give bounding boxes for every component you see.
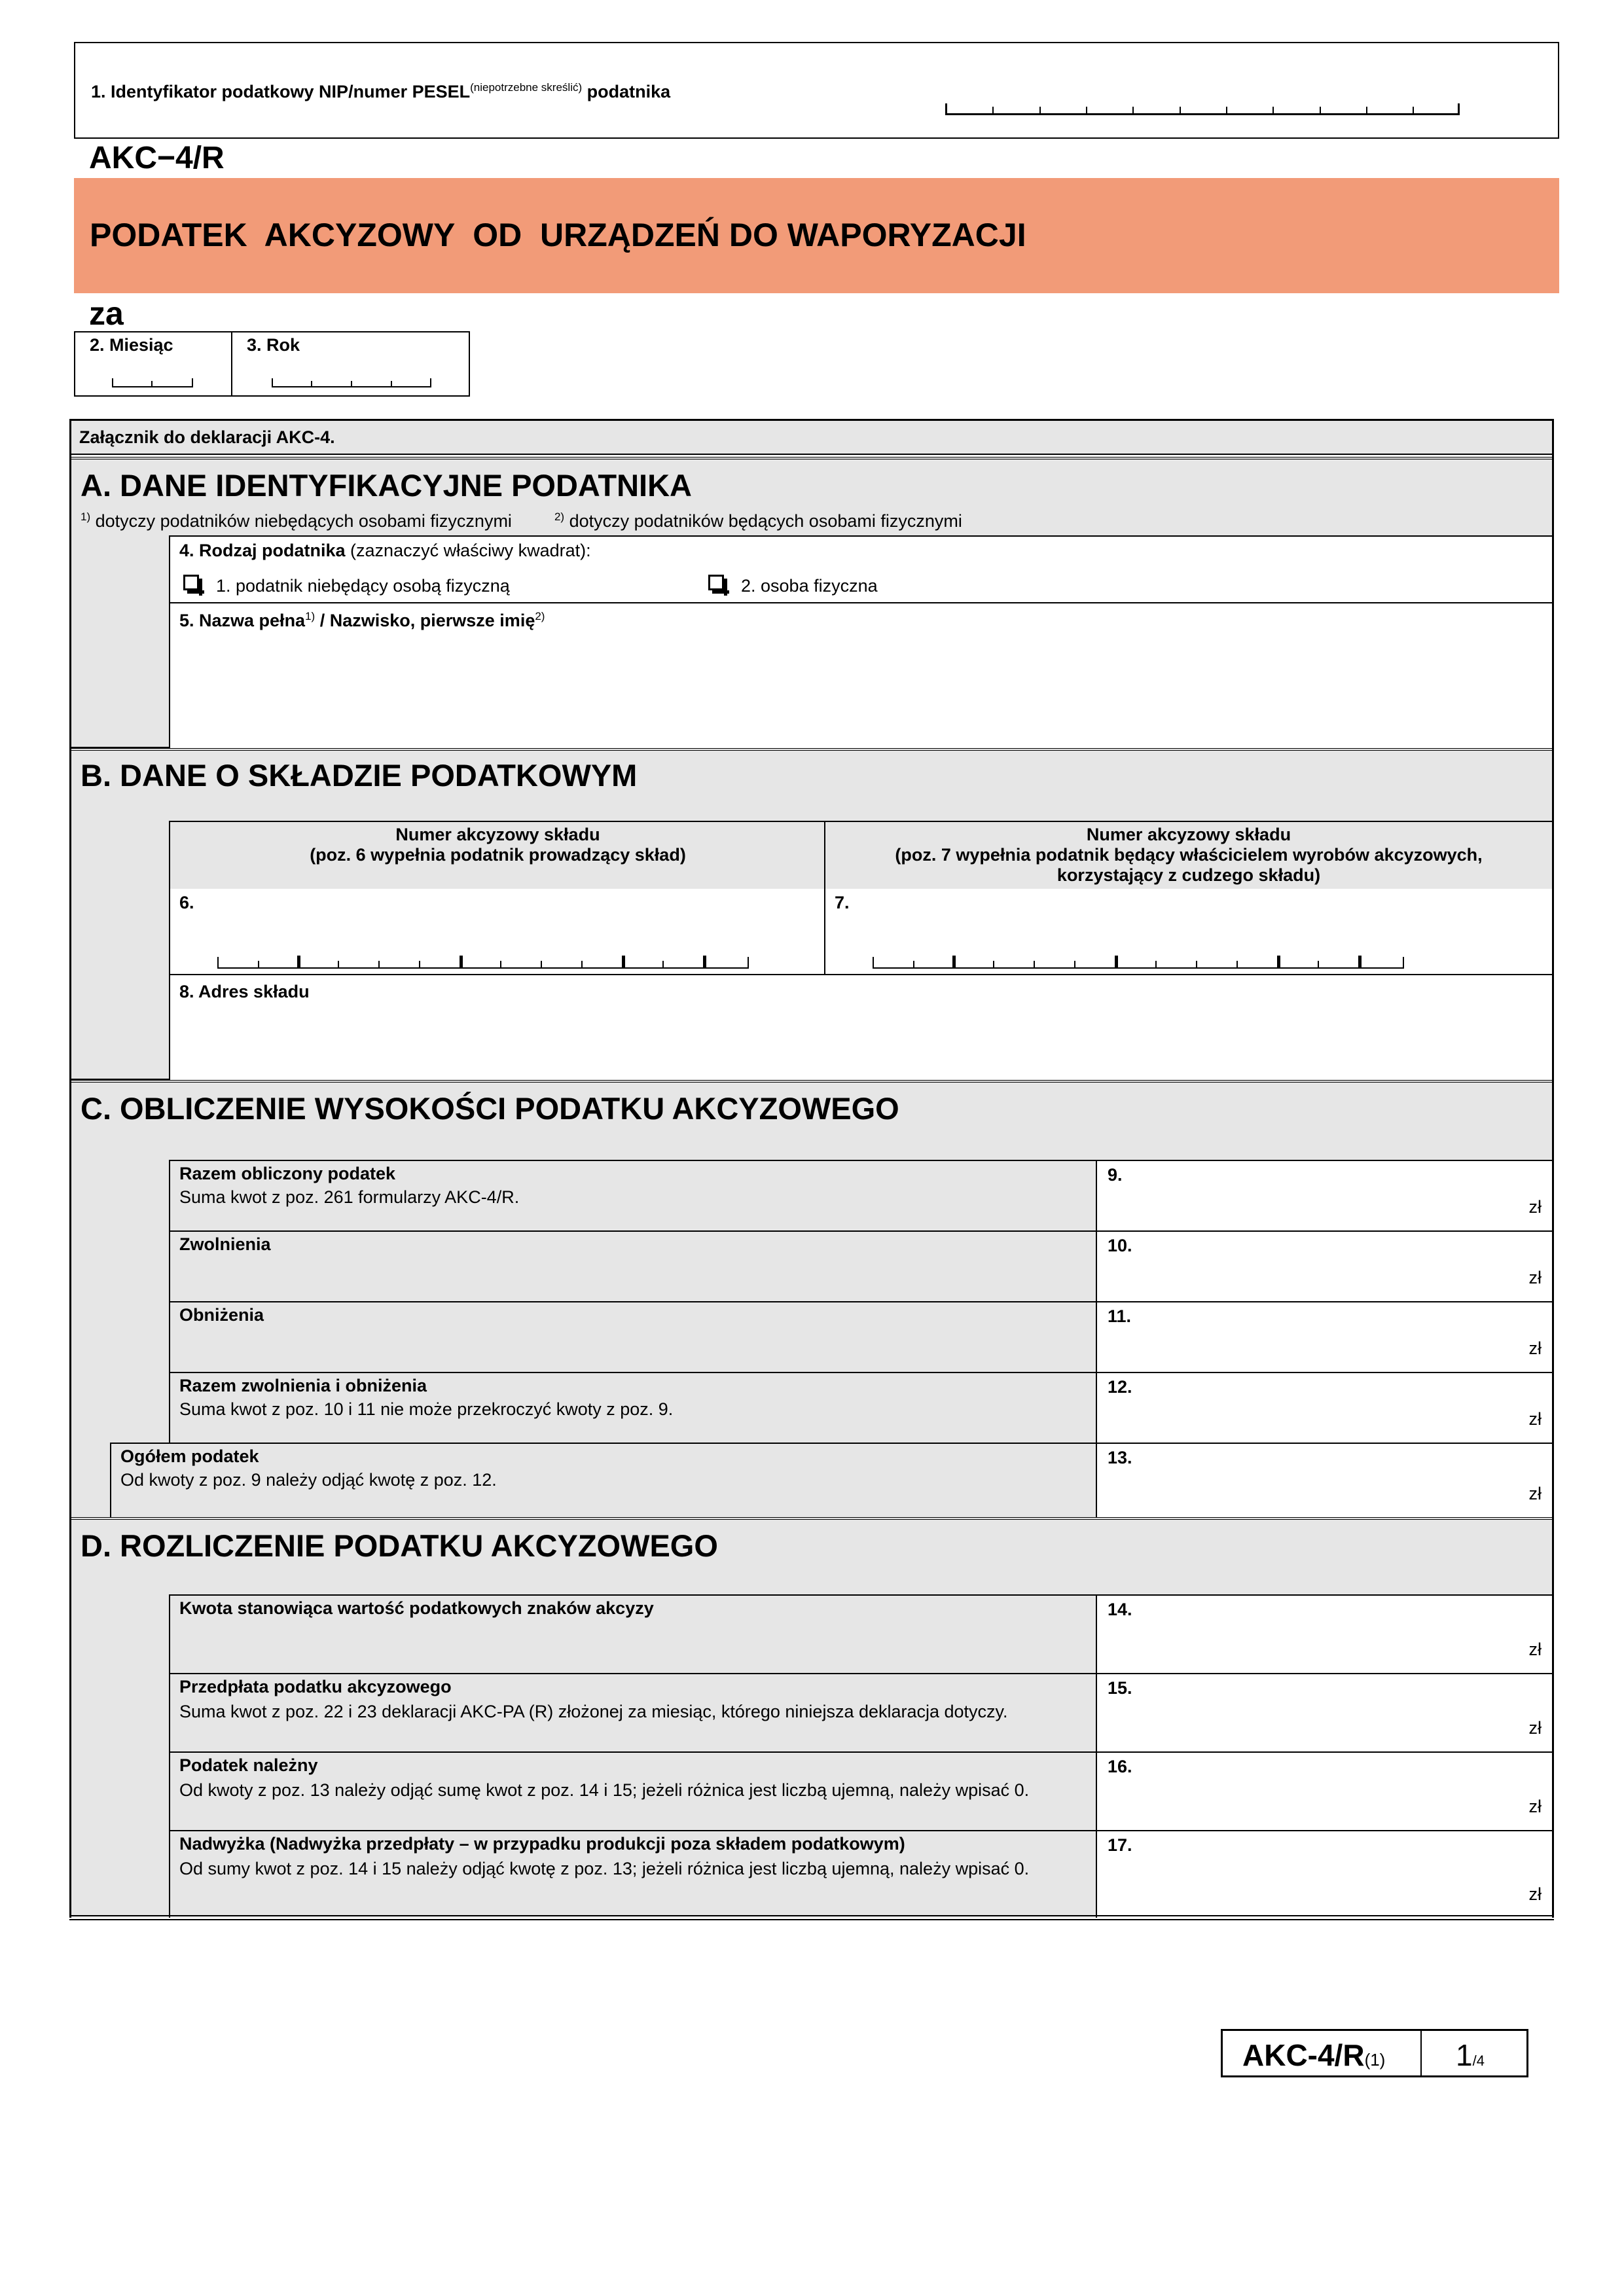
attachment-note: Załącznik do deklaracji AKC-4. — [79, 427, 335, 447]
field-8-label: 8. Adres składu — [179, 982, 310, 1001]
c-row-9: Razem obliczony podatek Suma kwot z poz. 261 formularzy AKC-4/R. — [169, 1160, 1097, 1232]
c-row-11: Obniżenia — [169, 1301, 1097, 1373]
section-a-title: A. DANE IDENTYFIKACYJNE PODATNIKA — [81, 468, 692, 503]
c-field-11[interactable]: 11. zł — [1096, 1301, 1552, 1373]
year-label: 3. Rok — [247, 335, 300, 355]
section-c-title: C. OBLICZENIE WYSOKOŚCI PODATKU AKCYZOWEGO — [81, 1091, 899, 1126]
taxpayer-id-box — [74, 42, 1559, 139]
period-za: za — [89, 295, 124, 332]
d-field-15[interactable]: 15. zł — [1096, 1673, 1552, 1753]
field-7-label: 7. — [835, 893, 850, 912]
option-1-label: 1. podatnik niebędący osobą fizyczną — [216, 576, 510, 596]
d-row-16: Podatek należny Od kwoty z poz. 13 należy odjąć sumę kwot z poz. 14 i 15; jeżeli różnica jest liczbą ujemną, należy wpisać 0. — [169, 1751, 1097, 1831]
field-5-label: 5. Nazwa pełna$^{1)}$ / Nazwisko, pierwsze imię$^{2)}$ — [179, 610, 545, 630]
period-box — [74, 331, 470, 397]
c-row-13: Ogółem podatek Od kwoty z poz. 9 należy odjąć kwotę z poz. 12. — [110, 1443, 1097, 1517]
d-row-14: Kwota stanowiąca wartość podatkowych znaków akcyzy — [169, 1594, 1097, 1674]
form-title-banner — [74, 178, 1559, 293]
d-row-17: Nadwyżka (Nadwyżka przedpłaty – w przypadku produkcji poza składem podatkowym) Od sumy kwot z poz. 14 i 15 należy odjąć kwotę z poz. 13; jeżeli różnica jest liczbą ujemną, należy wpisać 0. — [169, 1830, 1097, 1918]
section-d-title: D. ROZLICZENIE PODATKU AKCYZOWEGO — [81, 1528, 718, 1563]
month-label: 2. Miesiąc — [90, 335, 173, 355]
field-8-box[interactable] — [169, 975, 1552, 1080]
field-4-box — [169, 535, 1552, 603]
field-7-box[interactable] — [824, 889, 1552, 975]
option-1-checkbox[interactable] — [183, 575, 199, 590]
c-field-13[interactable]: 13. zł — [1096, 1443, 1552, 1517]
footer-box — [1221, 2029, 1528, 2077]
section-b-title: B. DANE O SKŁADZIE PODATKOWYM — [81, 758, 638, 793]
year-comb[interactable] — [272, 378, 431, 387]
d-field-17[interactable]: 17. zł — [1096, 1830, 1552, 1918]
taxpayer-id-label: 1. Identyfikator podatkowy NIP/numer $PESEL^{(niepotrzebne skreślić)}$ podatnika — [91, 81, 671, 101]
c-field-12[interactable]: 12. zł — [1096, 1372, 1552, 1444]
footer-form-code: AKC-4/R(1) — [1242, 2038, 1386, 2072]
c-field-10[interactable]: 10. zł — [1096, 1230, 1552, 1302]
field-6-box[interactable] — [169, 889, 825, 975]
col-7-header: Numer akcyzowy składu (poz. 7 wypełnia podatnik będący właścicielem wyrobów akcyzowych, korzystający z cudzego składu) — [824, 821, 1552, 890]
option-2-checkbox[interactable] — [708, 575, 724, 590]
col-6-header: Numer akcyzowy składu (poz. 6 wypełnia podatnik prowadzący skład) — [169, 821, 825, 890]
field-6-comb[interactable] — [217, 957, 749, 969]
field-5-box[interactable] — [169, 603, 1552, 748]
month-comb[interactable] — [112, 378, 193, 387]
footer-page-number: 1/4 — [1456, 2038, 1485, 2072]
form-code: AKC−4/R — [89, 141, 225, 175]
field-7-comb[interactable] — [873, 957, 1404, 969]
attachment-note-bar — [71, 421, 1552, 455]
d-field-14[interactable]: 14. zł — [1096, 1594, 1552, 1674]
d-field-16[interactable]: 16. zł — [1096, 1751, 1552, 1831]
field-6-label: 6. — [179, 893, 194, 912]
c-field-9[interactable]: 9. zł — [1096, 1160, 1552, 1232]
taxpayer-id-comb[interactable] — [945, 103, 1460, 115]
option-2-label: 2. osoba fizyczna — [741, 576, 878, 596]
c-row-12: Razem zwolnienia i obniżenia Suma kwot z poz. 10 i 11 nie może przekroczyć kwoty z poz. 9. — [169, 1372, 1097, 1444]
section-a-notes: $^{1)}$ dotyczy podatników niebędących osobami fizycznymi $^{2)}$ dotyczy podatników będących osobami fizycznymi — [81, 511, 962, 531]
form-title: PODATEK AKCYZOWY OD URZĄDZEŃ DO WAPORYZACJI — [90, 217, 1026, 253]
c-row-10: Zwolnienia — [169, 1230, 1097, 1302]
d-row-15: Przedpłata podatku akcyzowego Suma kwot z poz. 22 i 23 deklaracji AKC-PA (R) złożonej za miesiąc, którego niniejsza deklaracja dotyczy. — [169, 1673, 1097, 1753]
field-4-label: 4. Rodzaj podatnika (zaznaczyć właściwy kwadrat): — [179, 541, 591, 560]
form-bottom-rule — [69, 1915, 1554, 1920]
